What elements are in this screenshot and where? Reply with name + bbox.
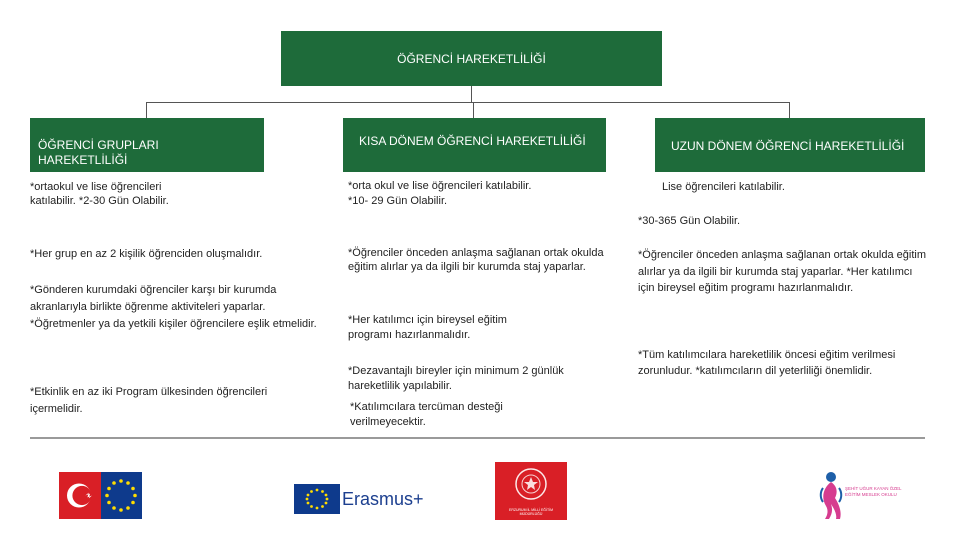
eu-flag-icon	[294, 484, 340, 514]
erasmus-plus-logo	[294, 483, 436, 515]
groups-paragraph-4: *Etkinlik en az iki Program ülkesinden öğrencileri içermelidir.	[30, 386, 268, 415]
footer-divider	[30, 437, 925, 439]
ministry-emblem-icon	[495, 462, 567, 506]
root-title: ÖĞRENCİ HAREKETLİLİĞİ	[397, 51, 546, 66]
root-node	[281, 31, 662, 86]
connector-groups	[146, 102, 147, 118]
branch-long-box	[655, 118, 925, 172]
connector-long	[789, 102, 790, 118]
short-paragraph-5: *Katılımcılara tercüman desteği verilmeyecektir.	[350, 401, 503, 428]
school-figure-icon	[817, 470, 845, 520]
groups-paragraph-3: *Gönderen kurumdaki öğrenciler karşı bir kurumda akranlarıyla birlikte öğrenme aktiviteleri yaparlar. *Öğretmenler ya da yetkili kişiler öğrencilere eşlik etmelidir.	[30, 284, 317, 330]
school-logo	[817, 470, 902, 520]
ministry-caption: ERZURUM İL MİLLİ EĞİTİM MÜDÜRLÜĞÜ	[508, 508, 553, 516]
groups-paragraph-1: *ortaokul ve lise öğrencileri katılabilir. *2-30 Gün Olabilir.	[30, 181, 169, 207]
school-caption: ŞEHİT UĞUR KAYAN ÖZEL EĞİTİM MESLEK OKULU	[845, 486, 902, 497]
short-paragraph-4: *Dezavantajlı bireyler için minimum 2 günlük hareketlilik yapılabilir.	[348, 365, 564, 392]
short-paragraph-1: *orta okul ve lise öğrencileri katılabilir. *10- 29 Gün Olabilir.	[348, 180, 532, 207]
connector-horizontal	[146, 102, 790, 103]
branch-groups-title: ÖĞRENCİ GRUPLARI HAREKETLİLİĞİ	[38, 138, 159, 167]
groups-paragraph-2: *Her grup en az 2 kişilik öğrenciden oluşmalıdır.	[30, 248, 263, 260]
erasmus-wordmark: Erasmus+	[342, 489, 424, 509]
long-paragraph-3: *Öğrenciler önceden anlaşma sağlanan ortak okulda eğitim alırlar ya da ilgili bir kurumda staj yaparlar. *Her katılımcı için bireysel eğitim programı hazırlanmalıdır.	[638, 249, 927, 294]
turkey-eu-flag-logo	[59, 472, 142, 519]
short-paragraph-3: *Her katılımcı için bireysel eğitim programı hazırlanmalıdır.	[348, 314, 507, 341]
long-paragraph-1: Lise öğrencileri katılabilir.	[662, 181, 785, 193]
ministry-logo	[495, 462, 567, 520]
long-paragraph-4: *Tüm katılımcılara hareketlilik öncesi eğitim verilmesi zorunludur. *katılımcıların dil yeterliliği önemlidir.	[638, 349, 896, 377]
branch-long-title: UZUN DÖNEM ÖĞRENCİ HAREKETLİLİĞİ	[671, 139, 905, 153]
branch-short-title: KISA DÖNEM ÖĞRENCİ HAREKETLİLİĞİ	[359, 134, 586, 148]
branch-groups-box	[30, 118, 264, 172]
branch-short-box	[343, 118, 606, 172]
connector-short	[473, 102, 474, 118]
short-paragraph-2: *Öğrenciler önceden anlaşma sağlanan ortak okulda eğitim alırlar ya da ilgili bir kurumda staj yaparlar.	[348, 247, 604, 273]
long-paragraph-2: *30-365 Gün Olabilir.	[638, 215, 741, 227]
connector-root-stem	[471, 86, 472, 102]
